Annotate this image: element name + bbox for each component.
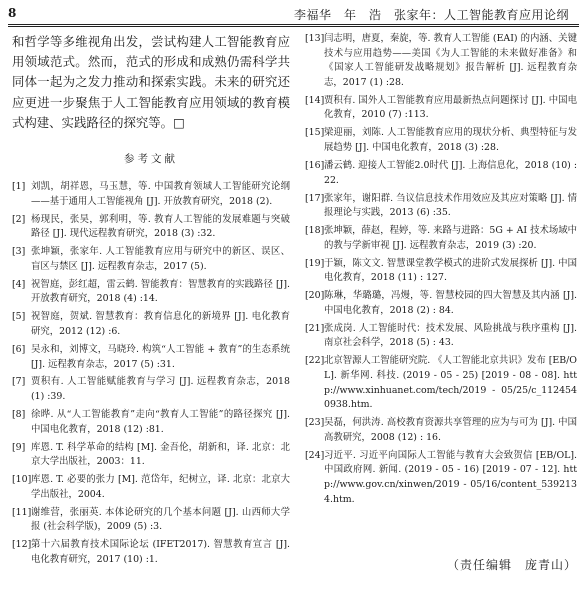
reference-item bbox=[305, 224, 577, 253]
reference-text: 贾积有. 国外人工智能教育应用最新热点问题探讨 [J]. 中国电化教育，2010 (7) :113. bbox=[324, 94, 577, 121]
running-title: 李福华 年 浩 张家年：人工智能教育应用论纲 bbox=[293, 8, 569, 22]
reference-item bbox=[305, 322, 577, 351]
reference-item bbox=[305, 416, 577, 445]
reference-number: [19] bbox=[305, 257, 325, 269]
reference-number: [21] bbox=[305, 322, 325, 334]
reference-text: 杨现民，张昊，郭利明，等. 教育人工智能的发展难题与突破路径 [J]. 现代远程教育研究，2018 (3) :32. bbox=[31, 213, 290, 240]
reference-number: [9] bbox=[12, 441, 26, 453]
reference-text: 贾积有. 人工智能赋能教育与学习 [J]. 远程教育杂志，2018 (1) :39. bbox=[31, 376, 290, 403]
reference-number: [7] bbox=[12, 376, 26, 388]
reference-number: [16] bbox=[305, 159, 325, 171]
reference-item bbox=[12, 245, 290, 274]
reference-number: [8] bbox=[12, 409, 26, 421]
reference-item bbox=[305, 289, 577, 318]
reference-number: [23] bbox=[305, 417, 325, 429]
reference-text: 祝智庭，彭红超，雷云鹤. 智能教育：智慧教育的实践路径 [J]. 开放教育研究，2018 (4) :14. bbox=[31, 278, 290, 305]
reference-item bbox=[305, 32, 577, 90]
reference-item bbox=[12, 441, 290, 470]
reference-text: 北京智源人工智能研究院. 《人工智能北京共识》发布 [EB/OL]. 新华网. 科技. (2019 - 05 - 25) [2019 - 08 - 08]. http://www.xinhuanet.com/tech/2019 - 05/25/c_1124540938.htm. bbox=[324, 355, 577, 411]
reference-number: [14] bbox=[305, 94, 325, 106]
reference-item bbox=[305, 449, 577, 507]
reference-list-left bbox=[12, 180, 290, 568]
reference-number: [10] bbox=[12, 474, 32, 486]
page-number: 8 bbox=[8, 6, 17, 20]
reference-number: [4] bbox=[12, 278, 26, 290]
reference-number: [13] bbox=[305, 33, 325, 44]
reference-text: 张坤颖，薛赵，程婷，等. 来路与进路：5G + AI 技术场域中的教与学新审视 [J]. 远程教育杂志，2019 (3) :20. bbox=[324, 225, 577, 251]
right-column bbox=[305, 32, 577, 511]
reference-number: [22] bbox=[305, 355, 325, 367]
reference-list-right bbox=[305, 32, 577, 507]
running-header bbox=[8, 6, 579, 22]
reference-text: 吴永和，刘博文，马晓玲. 构筑“人工智能 + 教育”的生态系统 [J]. 远程教育杂志，2017 (5) :31. bbox=[31, 343, 290, 370]
references-title: 参考文献 bbox=[124, 153, 178, 166]
reference-text: 吴磊，何洪涛. 高校教育资源共享管理的应为与可为 [J]. 中国高教研究，2008 (12) : 16. bbox=[324, 417, 577, 443]
reference-text: 刘凯，胡祥恩，马玉慧，等. 中国教育领域人工智能研究论纲——基于通用人工智能视角 [J]. 开放教育研究，2018 (2). bbox=[31, 181, 290, 207]
reference-item bbox=[12, 213, 290, 242]
reference-item bbox=[12, 473, 290, 502]
reference-text: 第十六届教育技术国际论坛 (IFET2017). 智慧教育宣言 [J]. 电化教育研究，2017 (10) :1. bbox=[31, 539, 290, 565]
reference-item bbox=[12, 278, 290, 307]
reference-text: 徐晔. 从“人工智能教育”走向“教育人工智能”的路径探究 [J]. 中国电化教育，2018 (12) :81. bbox=[31, 409, 290, 435]
header-rule bbox=[8, 24, 579, 25]
reference-number: [17] bbox=[305, 192, 325, 204]
reference-text: 库恩. T. 科学革命的结构 [M]. 金吾伦，胡新和，译. 北京：北京大学出版社，2003：11. bbox=[31, 441, 290, 468]
reference-text: 梁迎丽，刘陈. 人工智能教育应用的现状分析、典型特征与发展趋势 [J]. 中国电化教育，2018 (3) :28. bbox=[324, 127, 577, 153]
editor-signoff: （责任编辑 庞青山） bbox=[446, 558, 577, 572]
reference-item bbox=[305, 354, 577, 412]
reference-item bbox=[305, 126, 577, 155]
reference-item bbox=[305, 159, 577, 188]
reference-text: 张家年，谢阳群. 刍议信息技术作用效应及其应对策略 [J]. 情报理论与实践，2013 (6) :35. bbox=[324, 192, 577, 219]
reference-number: [5] bbox=[12, 311, 26, 323]
reference-number: [24] bbox=[305, 449, 325, 461]
reference-item bbox=[305, 257, 577, 286]
reference-item bbox=[12, 375, 290, 404]
reference-number: [11] bbox=[12, 506, 32, 518]
left-column bbox=[12, 32, 290, 571]
reference-item bbox=[12, 538, 290, 567]
header-rule-thin bbox=[8, 26, 579, 27]
reference-item bbox=[305, 94, 577, 123]
reference-text: 习近平. 习近平向国际人工智能与教育大会致贺信 [EB/OL]. 中国政府网. 新闻. (2019 - 05 - 16) [2019 - 07 - 12]. http://www.gov.cn/xinwen/2019 - 05/16/content_5392134.htm. bbox=[324, 449, 577, 505]
reference-item bbox=[12, 310, 290, 339]
reference-text: 陈琳，华璐璐，冯熳，等. 智慧校园的四大智慧及其内涵 [J]. 中国电化教育，2018 (2) : 84. bbox=[324, 290, 577, 316]
reference-number: [1] bbox=[12, 181, 26, 193]
reference-item bbox=[12, 180, 290, 209]
reference-text: 祝智庭，贺斌. 智慧教育：教育信息化的新境界 [J]. 电化教育研究，2012 (12) :6. bbox=[31, 311, 290, 337]
reference-number: [2] bbox=[12, 213, 26, 225]
reference-number: [18] bbox=[305, 225, 325, 237]
reference-item bbox=[12, 506, 290, 535]
reference-text: 谢维营，张丽英. 本体论研究的几个基本问题 [J]. 山西师大学报 (社会科学版)，2009 (5) :3. bbox=[31, 506, 290, 533]
reference-text: 闫志明，唐夏，秦旋，等. 教育人工智能 (EAI) 的内涵、关键技术与应用趋势——美国《为人工智能的未来做好准备》和《国家人工智能研发战略规划》报告解析 [J]. 远程教育杂志，2017 (1) :28. bbox=[324, 33, 577, 88]
reference-text: 张成岗. 人工智能时代：技术发展、风险挑战与秩序重构 [J]. 南京社会科学，2018 (5) : 43. bbox=[324, 322, 577, 349]
reference-text: 潘云鹤. 迎接人工智能2.0时代 [J]. 上海信息化，2018 (10) :22. bbox=[324, 159, 577, 186]
reference-number: [12] bbox=[12, 539, 32, 551]
body-paragraph: 和哲学等多维视角出发，尝试构建人工智能教育应用领域范式。然而，范式的形成和成熟仍需科学共同体一起为之发力推动和探索实践。未来的研究还应更进一步聚焦于人工智能教育应用领域的教育模式构建、实践路径的探究等。□ bbox=[12, 34, 290, 130]
reference-item bbox=[305, 192, 577, 221]
reference-number: [20] bbox=[305, 290, 325, 302]
reference-text: 库恩. T. 必要的张力 [M]. 范岱年，纪树立，译. 北京：北京大学出版社，2004. bbox=[31, 474, 290, 500]
reference-item bbox=[12, 343, 290, 372]
reference-number: [3] bbox=[12, 246, 26, 258]
reference-text: 于颖，陈文文. 智慧课堂教学模式的进阶式发展探析 [J]. 中国电化教育，2018 (11) : 127. bbox=[324, 257, 577, 284]
reference-item bbox=[12, 408, 290, 437]
reference-number: [6] bbox=[12, 343, 26, 355]
reference-text: 张坤颖，张家年. 人工智能教育应用与研究中的新区、误区、盲区与禁区 [J]. 远程教育杂志，2017 (5). bbox=[31, 246, 290, 272]
reference-number: [15] bbox=[305, 127, 325, 139]
